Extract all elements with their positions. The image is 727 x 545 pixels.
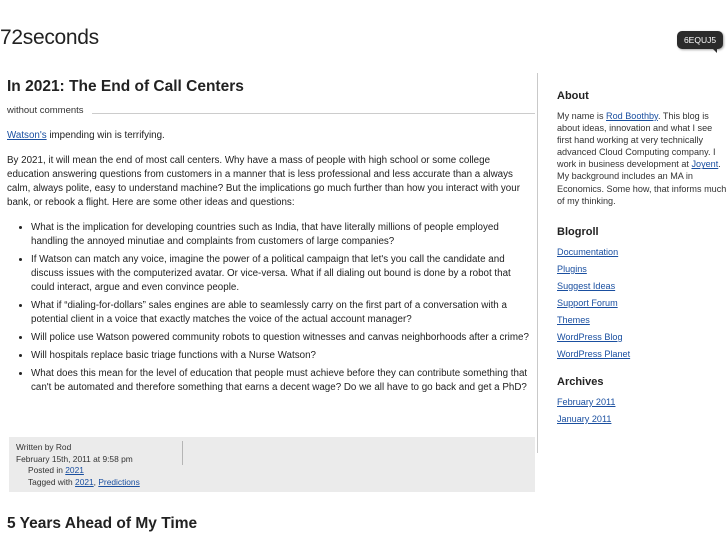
about-text-2: . This blog is about ideas, innovation and what I see first hand working at very technically advanced Cloud Computing company. I work in business development at: [557, 111, 716, 170]
badge-tab[interactable]: 6EQUJ5: [677, 31, 723, 49]
posted-in-label: Posted in: [28, 465, 66, 475]
body-paragraph: By 2021, it will mean the end of most call centers. Why have a mass of people with high school or some college education answering questions from customers in a manner that is less professional and less accurate than a always calm, always polite, easy to understand machine? But the implications go much further than how you interact with your bank, or rebook a flight. Here are some other ideas and questions:: [7, 155, 520, 208]
meta-divider: [182, 441, 183, 465]
meta-date: February 15th, 2011 at 9:58 pm: [16, 454, 133, 464]
blogroll-link[interactable]: Suggest Ideas: [557, 280, 616, 291]
archive-link[interactable]: February 2011: [557, 396, 616, 407]
blogroll-item: [557, 297, 727, 314]
blogroll-item: [557, 280, 727, 297]
blogroll-link[interactable]: Support Forum: [557, 297, 618, 308]
tag-link[interactable]: Predictions: [98, 477, 140, 487]
archives-list: [557, 396, 727, 430]
post-title[interactable]: In 2021: The End of Call Centers: [7, 78, 244, 95]
archives-heading: Archives: [557, 375, 604, 388]
about-heading: About: [557, 90, 589, 102]
column-divider: [537, 73, 538, 453]
main-content: [7, 78, 535, 399]
list-item: • If Watson can match any voice, imagine the power of a political campaign that let's you call the candidate and discuss issues with the computerized avatar. Or vice-versa. What if all dialing out bound is done by a robot that could interact, argue and even convince people.: [31, 253, 535, 295]
archive-item: [557, 413, 727, 430]
comments-link[interactable]: without comments: [7, 105, 84, 116]
blogroll-item: [557, 314, 727, 331]
tag-separator: ,: [93, 477, 99, 487]
blogroll-link[interactable]: Plugins: [557, 263, 587, 274]
intro-paragraph: [7, 129, 535, 143]
meta-category: [28, 465, 84, 477]
about-text-3: . My background includes an MA in Economics. Some how, that informs much of my thinking.: [557, 159, 727, 206]
blogroll-item: [557, 331, 727, 348]
blogroll-link[interactable]: Themes: [557, 314, 590, 325]
comments-divider: [92, 113, 535, 114]
blogroll-item: [557, 263, 727, 280]
archive-link[interactable]: January 2011: [557, 413, 612, 424]
tagged-with-label: Tagged with: [28, 477, 76, 487]
post-meta: [9, 437, 535, 492]
tag-link[interactable]: 2021: [75, 477, 94, 487]
company-link[interactable]: Joyent: [691, 159, 719, 170]
meta-author: Written by Rod: [16, 442, 72, 452]
author-link[interactable]: Rod Boothby: [606, 111, 658, 121]
site-title[interactable]: 72seconds: [0, 26, 99, 49]
about-text: [557, 110, 727, 207]
meta-tags: [28, 477, 140, 489]
about-text-1: My name is: [557, 111, 607, 121]
questions-list: [7, 221, 535, 395]
post-entry: [7, 129, 535, 395]
list-item: • What does this mean for the level of education that people must achieve before they can contribute something that can't be automated and therefore something that earns a decent wage? Do we all have to go back and get a PhD?: [31, 367, 535, 395]
list-item: • Will hospitals replace basic triage functions with a Nurse Watson?: [31, 349, 535, 363]
blogroll-link[interactable]: WordPress Planet: [557, 348, 631, 359]
blogroll-item: [557, 348, 727, 365]
list-item: • What is the implication for developing countries such as India, that have literally millions of people employed handling the annoyed minutiae and complaints from customers of large companies?: [31, 221, 535, 249]
blogroll-link[interactable]: WordPress Blog: [557, 331, 623, 342]
blogroll-item: [557, 246, 727, 263]
sidebar: [557, 90, 727, 430]
blogroll-heading: Blogroll: [557, 225, 599, 238]
intro-text: impending win is terrifying.: [46, 130, 165, 141]
blogroll-link[interactable]: Documentation: [557, 246, 619, 257]
category-link[interactable]: 2021: [65, 465, 84, 475]
post-title-2[interactable]: 5 Years Ahead of My Time: [7, 515, 198, 532]
comments-row: [7, 105, 535, 116]
list-item: • Will police use Watson powered community robots to question witnesses and canvas neighborhoods after a crime?: [31, 331, 535, 345]
watson-link[interactable]: Watson's: [7, 130, 47, 141]
archive-item: [557, 396, 727, 413]
list-item: • What if “dialing-for-dollars” sales engines are able to seamlessly carry on the first part of a conversation with a potential client in a voice that exactly matches the voice of the actual account manager?: [31, 299, 535, 327]
blogroll-list: [557, 246, 727, 365]
